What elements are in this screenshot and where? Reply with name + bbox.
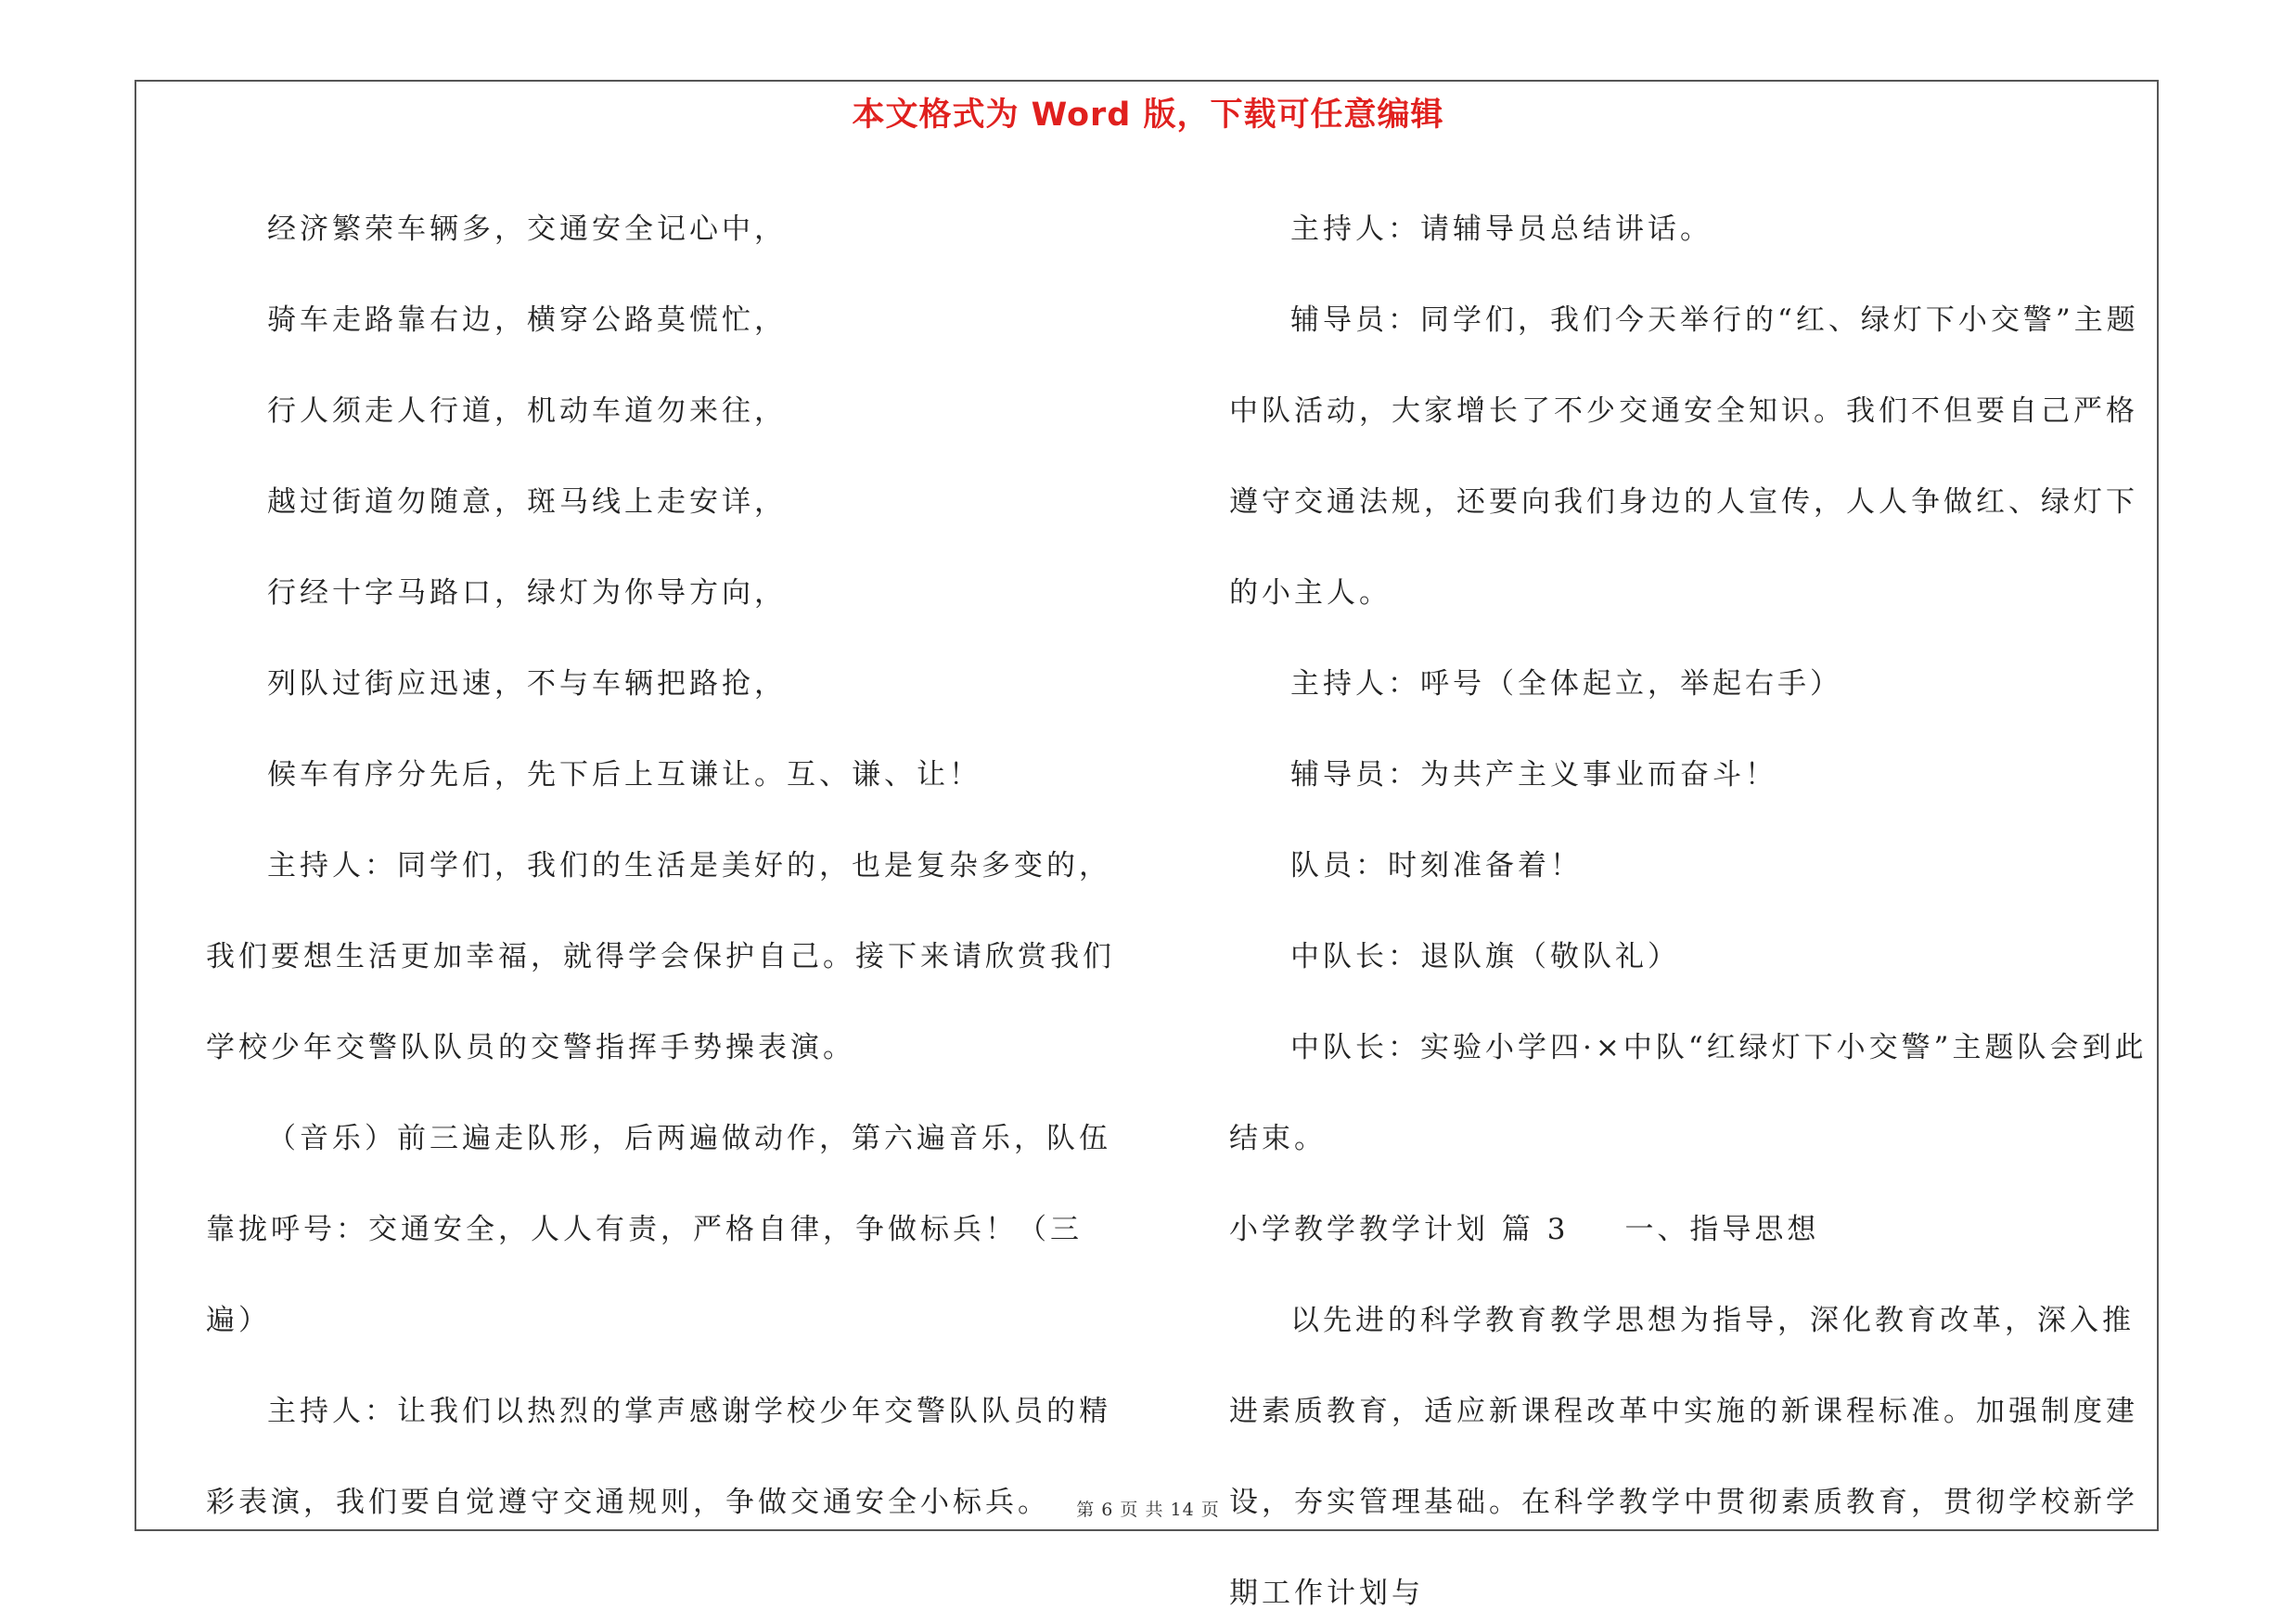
left-paragraph-10: 主持人：让我们以热烈的掌声感谢学校少年交警队队员的精彩表演，我们要自觉遵守交通规则，争做交通安全小标兵。 [206, 1395, 1111, 1519]
left-paragraph-3: 行人须走人行道，机动车道勿来往， [267, 394, 787, 428]
left-paragraph-5: 行经十字马路口，绿灯为你导方向， [267, 576, 787, 610]
right-paragraph-8: 以先进的科学教育教学思想为指导，深化教育改革，深入推进素质教育，适应新课程改革中实施的新课程标准。加强制度建设，夯实管理基础。在科学教学中贯彻素质教育，贯彻学校新学期工作计划与 [1229, 1304, 2138, 1610]
left-paragraph-9: （音乐）前三遍走队形，后两遍做动作，第六遍音乐，队伍靠拢呼号：交通安全，人人有责，严格自律，争做标兵！（三遍） [206, 1122, 1111, 1337]
section-title: 小学教学教学计划 篇 3 [1229, 1213, 1570, 1246]
section-heading [1229, 1184, 2148, 1275]
right-paragraph-6: 中队长：退队旗（敬队礼） [1290, 940, 1680, 973]
right-paragraph-4: 辅导员：为共产主义事业而奋斗！ [1290, 758, 1777, 792]
section-subtitle: 一、指导思想 [1624, 1213, 1820, 1246]
left-column [206, 184, 1124, 1548]
left-paragraph-8: 主持人：同学们，我们的生活是美好的，也是复杂多变的，我们要想生活更加幸福，就得学会保护自己。接下来请欣赏我们学校少年交警队队员的交警指挥手势操表演。 [206, 849, 1115, 1064]
right-paragraph-3: 主持人：呼号（全体起立，举起右手） [1290, 667, 1842, 701]
left-paragraph-1: 经济繁荣车辆多，交通安全记心中， [267, 213, 787, 246]
right-paragraph-5: 队员：时刻准备着！ [1290, 849, 1583, 882]
right-paragraph-1: 主持人：请辅导员总结讲话。 [1290, 213, 1712, 246]
right-paragraph-2: 辅导员：同学们，我们今天举行的“红、绿灯下小交警”主题中队活动，大家增长了不少交通安全知识。我们不但要自己严格遵守交通法规，还要向我们身边的人宣传，人人争做红、绿灯下的小主人。 [1229, 303, 2139, 610]
left-paragraph-6: 列队过街应迅速，不与车辆把路抢， [267, 667, 787, 701]
left-paragraph-2: 骑车走路靠右边，横穿公路莫慌忙， [267, 303, 787, 337]
page-footer: 第 6 页 共 14 页 [1076, 1500, 1220, 1520]
right-column [1229, 184, 2148, 1623]
left-paragraph-7: 候车有序分先后，先下后上互谦让。互、谦、让！ [267, 758, 981, 792]
header-banner: 本文格式为 Word 版，下载可任意编辑 [852, 97, 1444, 134]
right-paragraph-7: 中队长：实验小学四·×中队“红绿灯下小交警”主题队会到此结束。 [1229, 1031, 2148, 1155]
left-paragraph-4: 越过街道勿随意，斑马线上走安详， [267, 485, 787, 519]
